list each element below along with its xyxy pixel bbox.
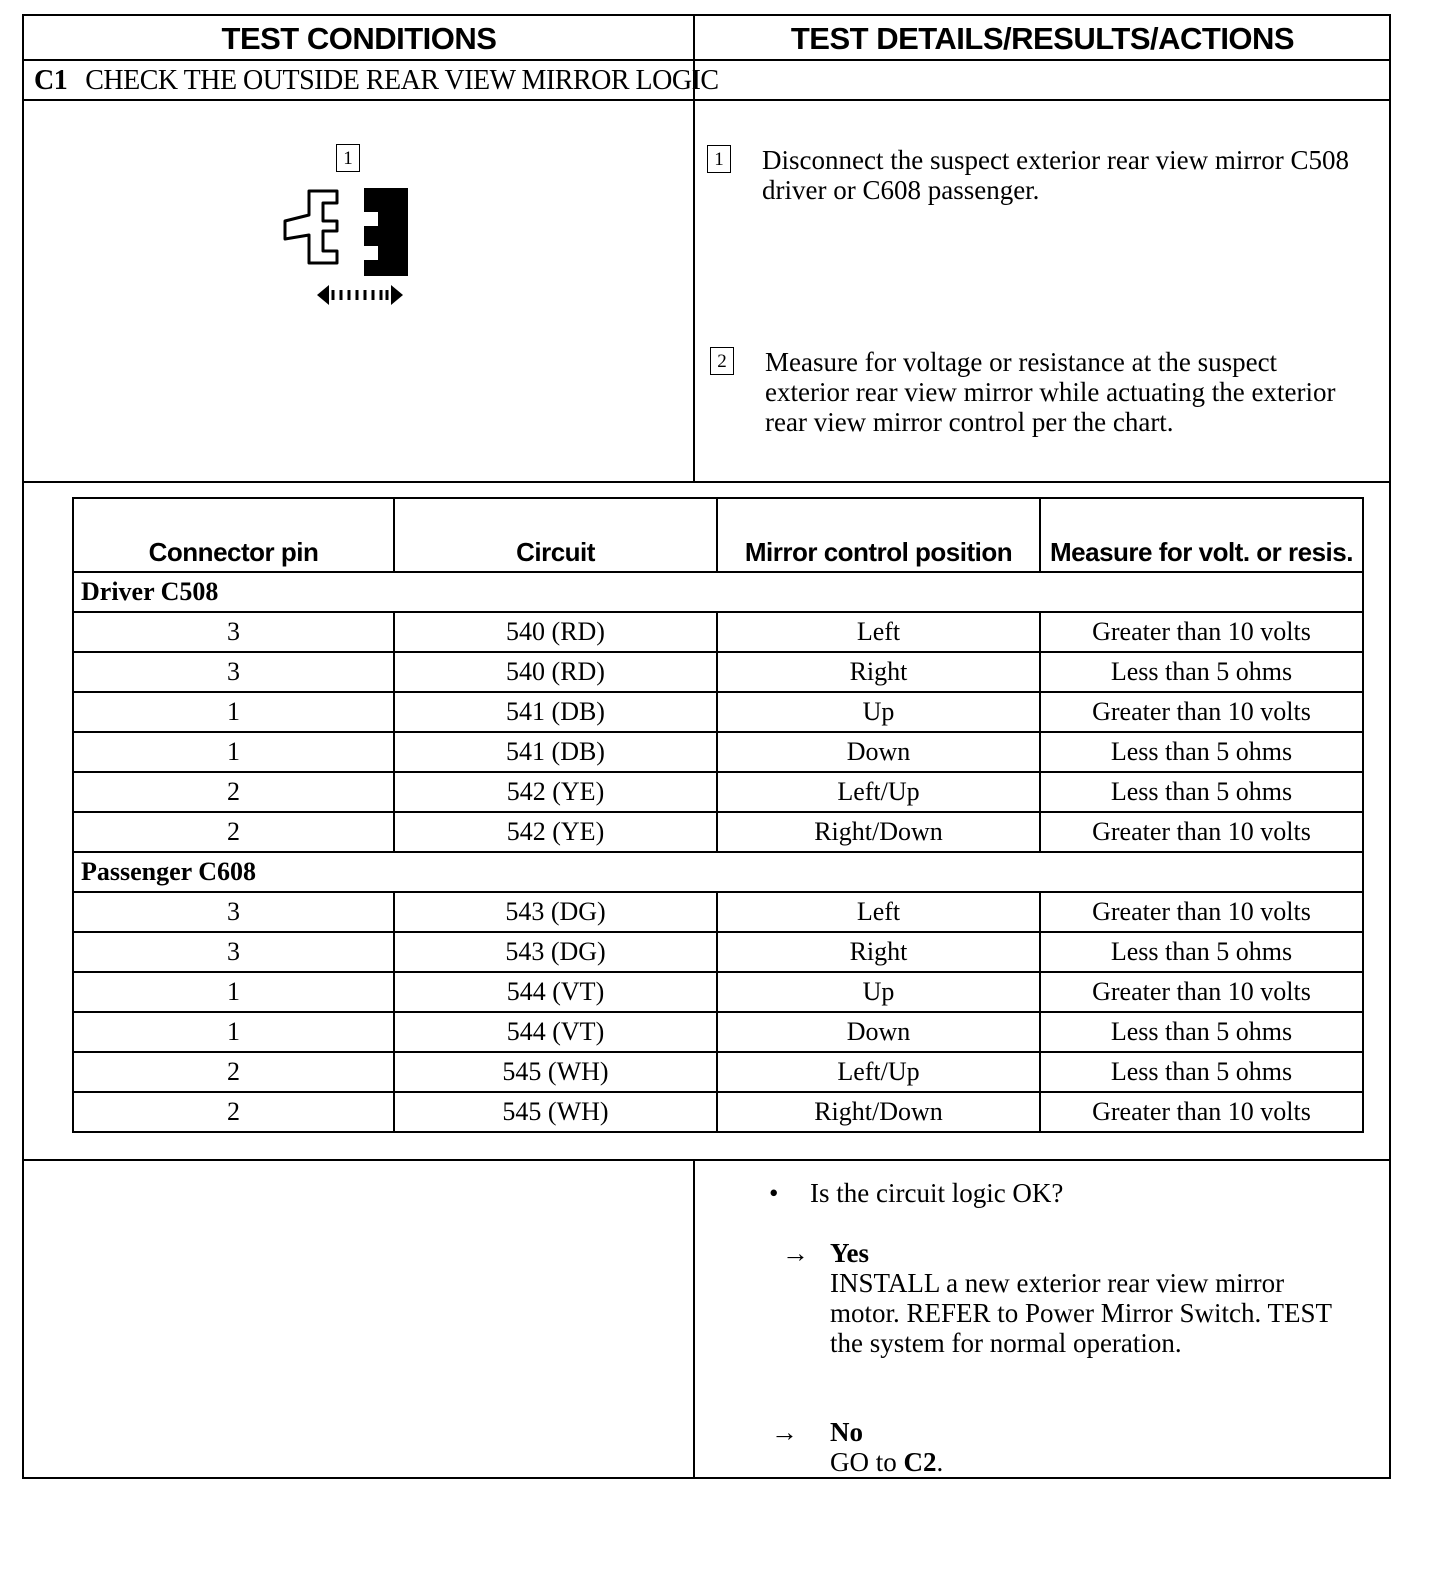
test-procedure-frame — [22, 14, 1391, 1479]
cell-mirror-control-position: Up — [717, 692, 1040, 732]
column-header-mirror-control-position: Mirror control position — [717, 498, 1040, 572]
table-row — [73, 932, 1363, 972]
cell-mirror-control-position: Right/Down — [717, 812, 1040, 852]
header-test-conditions: TEST CONDITIONS — [221, 21, 497, 56]
cell-circuit: 545 (WH) — [394, 1052, 717, 1092]
table-body — [73, 572, 1363, 1132]
figure-step-number: 1 — [336, 144, 360, 172]
table-group-row — [73, 572, 1363, 612]
cell-circuit: 540 (RD) — [394, 612, 717, 652]
group-label: Passenger C608 — [73, 852, 1363, 892]
cell-connector-pin: 1 — [73, 1012, 394, 1052]
cell-circuit: 544 (VT) — [394, 972, 717, 1012]
cell-connector-pin: 2 — [73, 1092, 394, 1132]
instruction-1-text: Disconnect the suspect exterior rear view mirror C508 driver or C608 passenger. — [762, 145, 1350, 205]
yes-action: INSTALL a new exterior rear view mirror motor. REFER to Power Mirror Switch. TEST the system for normal operation. — [830, 1268, 1332, 1358]
cell-mirror-control-position: Right — [717, 652, 1040, 692]
cell-connector-pin: 1 — [73, 692, 394, 732]
cell-connector-pin: 2 — [73, 772, 394, 812]
cell-circuit: 543 (DG) — [394, 932, 717, 972]
yes-label: Yes — [830, 1238, 869, 1268]
cell-circuit: 540 (RD) — [394, 652, 717, 692]
yes-arrow-icon: → — [782, 1238, 809, 1268]
column-header-circuit: Circuit — [394, 498, 717, 572]
cell-mirror-control-position: Left — [717, 892, 1040, 932]
cell-connector-pin: 2 — [73, 812, 394, 852]
cell-mirror-control-position: Right/Down — [717, 1092, 1040, 1132]
cell-connector-pin: 2 — [73, 1052, 394, 1092]
cell-mirror-control-position: Down — [717, 1012, 1040, 1052]
no-arrow-icon: → — [771, 1417, 798, 1447]
cell-mirror-control-position: Left/Up — [717, 772, 1040, 812]
table-row — [73, 732, 1363, 772]
cell-mirror-control-position: Down — [717, 732, 1040, 772]
cell-measure: Greater than 10 volts — [1040, 1092, 1363, 1132]
cell-connector-pin: 3 — [73, 892, 394, 932]
cell-mirror-control-position: Left/Up — [717, 1052, 1040, 1092]
cell-circuit: 543 (DG) — [394, 892, 717, 932]
table-row — [73, 1052, 1363, 1092]
no-action-target: C2 — [903, 1447, 937, 1477]
column-header-connector-pin: Connector pin — [73, 498, 394, 572]
table-row — [73, 812, 1363, 852]
cell-measure: Greater than 10 volts — [1040, 612, 1363, 652]
cell-measure: Less than 5 ohms — [1040, 1012, 1363, 1052]
cell-measure: Greater than 10 volts — [1040, 892, 1363, 932]
cell-measure: Less than 5 ohms — [1040, 652, 1363, 692]
cell-measure: Greater than 10 volts — [1040, 972, 1363, 1012]
cell-measure: Less than 5 ohms — [1040, 1052, 1363, 1092]
lower-top-rule — [24, 1159, 1389, 1161]
cell-circuit: 541 (DB) — [394, 732, 717, 772]
no-action: GO to C2. — [830, 1447, 944, 1477]
table-row — [73, 772, 1363, 812]
table-row — [73, 692, 1363, 732]
cell-measure: Less than 5 ohms — [1040, 732, 1363, 772]
question-bullet: • — [769, 1178, 779, 1208]
table-row — [73, 652, 1363, 692]
measurement-table — [72, 497, 1364, 1133]
cell-circuit: 542 (YE) — [394, 812, 717, 852]
table-row — [73, 1012, 1363, 1052]
cell-connector-pin: 3 — [73, 932, 394, 972]
table-group-row — [73, 852, 1363, 892]
cell-measure: Less than 5 ohms — [1040, 932, 1363, 972]
step-code: C1 — [34, 65, 68, 96]
instruction-2-number: 2 — [710, 347, 734, 375]
title-rule — [24, 99, 1389, 101]
step-title-text: CHECK THE OUTSIDE REAR VIEW MIRROR LOGIC — [85, 65, 719, 96]
cell-mirror-control-position: Right — [717, 932, 1040, 972]
table-row — [73, 892, 1363, 932]
column-header-measure: Measure for volt. or resis. — [1040, 498, 1363, 572]
group-label: Driver C508 — [73, 572, 1363, 612]
upper-bottom-rule — [24, 481, 1389, 483]
instruction-2-text: Measure for voltage or resistance at the suspect exterior rear view mirror while actuating the exterior rear view mirror control per the chart. — [765, 347, 1336, 437]
cell-measure: Greater than 10 volts — [1040, 692, 1363, 732]
cell-connector-pin: 1 — [73, 732, 394, 772]
double-arrow-icon — [317, 285, 403, 305]
cell-connector-pin: 3 — [73, 652, 394, 692]
cell-circuit: 544 (VT) — [394, 1012, 717, 1052]
table-header-row — [73, 498, 1363, 572]
cell-measure: Less than 5 ohms — [1040, 772, 1363, 812]
upper-divider — [693, 99, 695, 481]
header-rule — [24, 59, 1389, 61]
step-title — [34, 63, 719, 99]
cell-circuit: 541 (DB) — [394, 692, 717, 732]
header-test-details: TEST DETAILS/RESULTS/ACTIONS — [790, 21, 1295, 56]
cell-circuit: 542 (YE) — [394, 772, 717, 812]
lower-divider — [693, 1159, 695, 1479]
cell-connector-pin: 1 — [73, 972, 394, 1012]
question-text: Is the circuit logic OK? — [810, 1178, 1064, 1208]
cell-mirror-control-position: Up — [717, 972, 1040, 1012]
table-row — [73, 1092, 1363, 1132]
cell-circuit: 545 (WH) — [394, 1092, 717, 1132]
cell-measure: Greater than 10 volts — [1040, 812, 1363, 852]
instruction-1-number: 1 — [707, 145, 731, 173]
table-row — [73, 612, 1363, 652]
cell-mirror-control-position: Left — [717, 612, 1040, 652]
no-label: No — [830, 1417, 863, 1447]
connector-disconnect-icon — [279, 181, 419, 311]
table-row — [73, 972, 1363, 1012]
cell-connector-pin: 3 — [73, 612, 394, 652]
